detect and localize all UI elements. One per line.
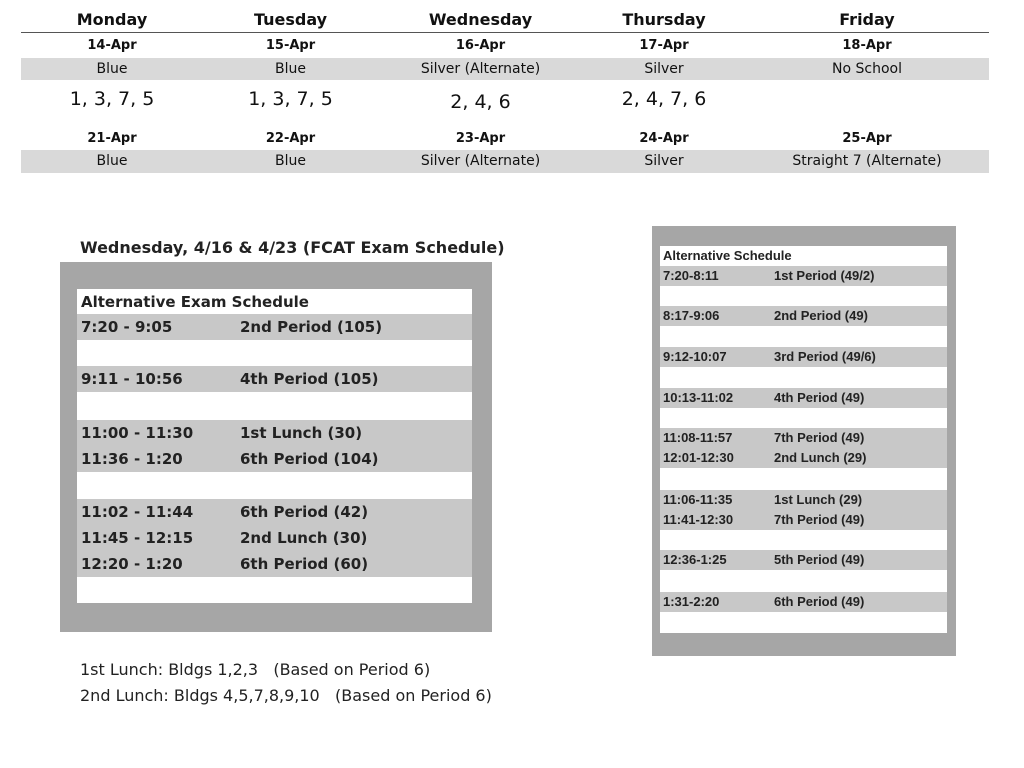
exam-schedule-table: [77, 289, 472, 603]
day-header: Friday: [839, 10, 895, 29]
schedule-cell: Silver: [644, 61, 684, 77]
schedule-cell: Silver (Alternate): [420, 61, 541, 77]
schedule-cell: Blue: [275, 153, 306, 169]
lunch-note: 1st Lunch: Bldgs 1,2,3 (Based on Period 6): [80, 660, 431, 679]
period-cell: 3rd Period (49/6): [774, 349, 876, 364]
period-cell: 7th Period (49): [774, 430, 865, 445]
lunch-note: 2nd Lunch: Bldgs 4,5,7,8,9,10 (Based on Period 6): [80, 686, 492, 705]
time-cell: 12:20 - 1:20: [81, 555, 183, 573]
time-cell: 12:01-12:30: [663, 450, 734, 465]
date-row-week1: [21, 35, 989, 57]
schedule-cell: Blue: [96, 61, 128, 77]
table-row: [660, 490, 947, 510]
time-cell: 11:41-12:30: [663, 512, 734, 527]
period-list: 2, 4, 7, 6: [621, 88, 707, 110]
table-row: [660, 448, 947, 468]
period-list: 1, 3, 7, 5: [248, 88, 333, 110]
period-row-week1: [21, 88, 989, 114]
period-cell: 7th Period (49): [774, 512, 865, 527]
time-cell: 11:02 - 11:44: [81, 503, 194, 521]
table-row: [660, 550, 947, 570]
table-row: [77, 551, 472, 577]
table-row: [660, 388, 947, 408]
table-title: Alternative Exam Schedule: [81, 293, 309, 311]
date-cell: 15-Apr: [265, 38, 316, 53]
period-cell: 1st Lunch (29): [774, 492, 863, 507]
table-row: [660, 306, 947, 326]
time-cell: 12:36-1:25: [663, 552, 727, 567]
period-cell: 4th Period (105): [240, 370, 379, 388]
table-row: [77, 366, 472, 392]
date-cell: 14-Apr: [87, 38, 137, 53]
table-row: [660, 266, 947, 286]
table-row: [660, 592, 947, 612]
period-cell: 6th Period (42): [240, 503, 369, 521]
date-cell: 23-Apr: [455, 131, 506, 146]
table-row: [660, 428, 947, 448]
schedule-row-week1: [21, 58, 989, 80]
table-row: [77, 314, 472, 340]
period-cell: 2nd Lunch (30): [240, 529, 368, 547]
period-cell: 6th Period (104): [240, 450, 379, 468]
table-header-row: [77, 289, 472, 315]
alternative-schedule-table: [660, 246, 947, 633]
time-cell: 8:17-9:06: [663, 308, 720, 323]
period-cell: 1st Lunch (30): [240, 424, 363, 442]
time-cell: 10:13-11:02: [663, 390, 734, 405]
period-list: 1, 3, 7, 5: [69, 88, 155, 110]
day-header-row: [21, 9, 989, 31]
date-cell: 25-Apr: [842, 131, 892, 146]
time-cell: 1:31-2:20: [663, 594, 720, 609]
date-cell: 21-Apr: [87, 131, 137, 146]
time-cell: 11:00 - 11:30: [81, 424, 194, 442]
time-cell: 7:20 - 9:05: [81, 318, 173, 336]
day-header: Tuesday: [253, 10, 328, 29]
time-cell: 11:06-11:35: [663, 492, 733, 507]
schedule-cell: Straight 7 (Alternate): [792, 153, 942, 169]
time-cell: 11:36 - 1:20: [81, 450, 183, 468]
period-cell: 2nd Period (105): [240, 318, 383, 336]
period-cell: 6th Period (60): [240, 555, 369, 573]
period-list: 2, 4, 6: [450, 91, 511, 113]
time-cell: 9:11 - 10:56: [81, 370, 183, 388]
schedule-cell: No School: [832, 61, 902, 77]
period-cell: 4th Period (49): [774, 390, 865, 405]
header-divider: [21, 32, 989, 33]
table-row: [77, 525, 472, 551]
date-cell: 22-Apr: [265, 131, 316, 146]
table-row: [77, 420, 472, 446]
day-header: Wednesday: [428, 10, 533, 29]
period-cell: 2nd Period (49): [774, 308, 868, 323]
weekly-calendar: [21, 9, 989, 175]
table-row: [660, 510, 947, 530]
schedule-cell: Blue: [275, 61, 306, 77]
date-cell: 18-Apr: [842, 38, 892, 53]
time-cell: 7:20-8:11: [663, 268, 719, 283]
day-header: Thursday: [622, 10, 706, 29]
date-cell: 17-Apr: [639, 38, 689, 53]
table-row: [77, 499, 472, 525]
time-cell: 9:12-10:07: [663, 349, 727, 364]
time-cell: 11:45 - 12:15: [81, 529, 194, 547]
exam-schedule-title: Wednesday, 4/16 & 4/23 (FCAT Exam Schedule): [80, 238, 505, 257]
table-row: [660, 347, 947, 367]
period-cell: 2nd Lunch (29): [774, 450, 867, 465]
table-title: Alternative Schedule: [663, 248, 792, 263]
time-cell: 11:08-11:57: [663, 430, 733, 445]
table-header-row: [660, 246, 947, 266]
schedule-row-week2: [21, 150, 989, 173]
schedule-cell: Silver (Alternate): [420, 153, 541, 169]
date-row-week2: [21, 128, 989, 150]
period-cell: 6th Period (49): [774, 594, 865, 609]
period-cell: 5th Period (49): [774, 552, 865, 567]
period-cell: 1st Period (49/2): [774, 268, 875, 283]
schedule-cell: Blue: [96, 153, 128, 169]
schedule-cell: Silver: [644, 153, 684, 169]
date-cell: 24-Apr: [639, 131, 689, 146]
date-cell: 16-Apr: [455, 38, 506, 53]
day-header: Monday: [76, 10, 148, 29]
table-row: [77, 446, 472, 472]
